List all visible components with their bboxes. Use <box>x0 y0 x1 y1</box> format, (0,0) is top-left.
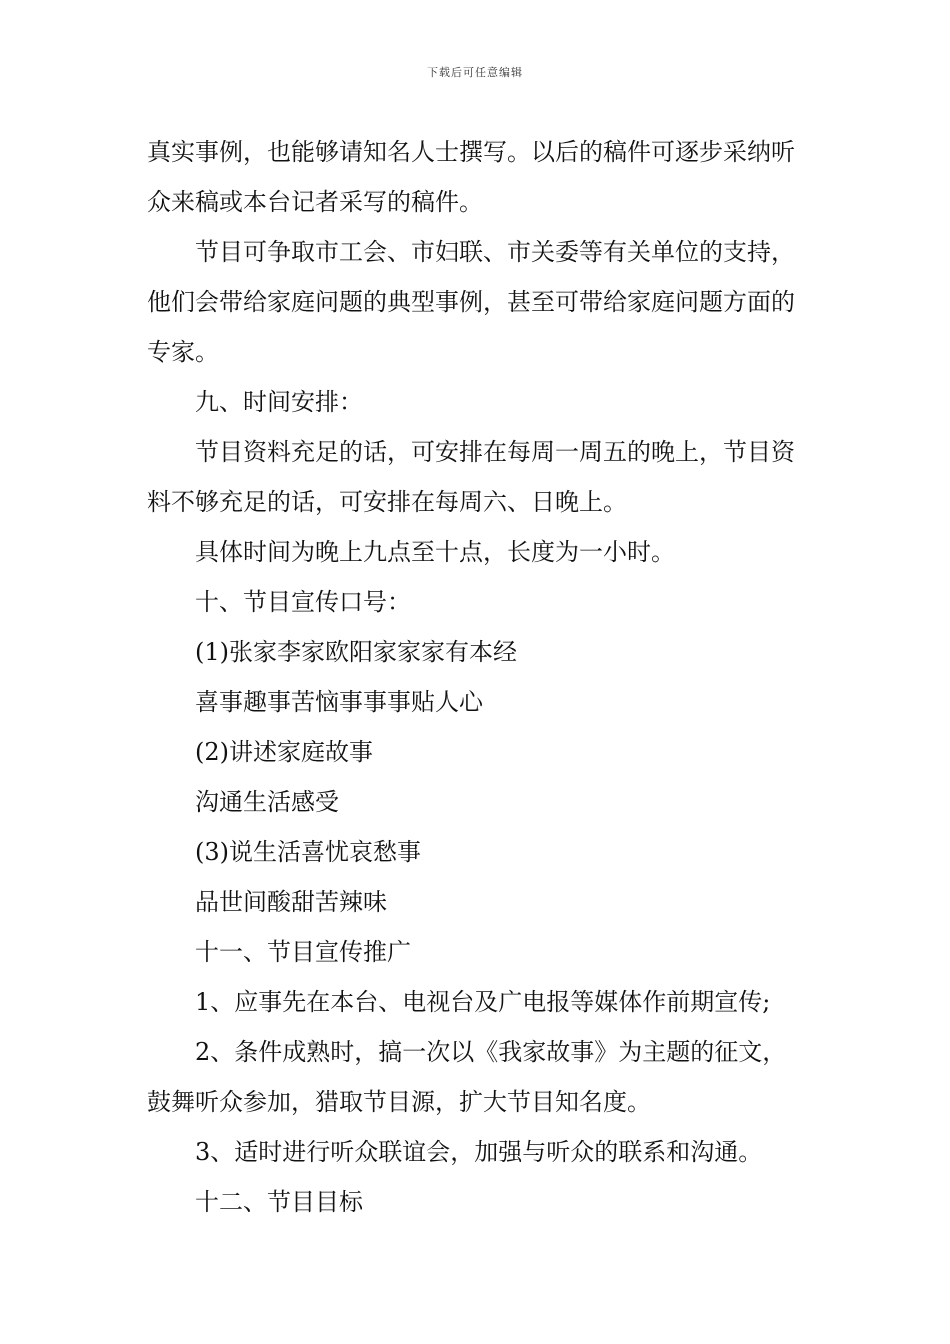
document-body <box>147 127 807 1227</box>
list-item: 2、条件成熟时，搞一次以《我家故事》为主题的征文，鼓舞听众参加，猎取节目源，扩大节目知名度。 <box>147 1038 787 1116</box>
slogan-line: (3)说生活喜忧哀愁事 <box>195 838 421 866</box>
list-item: 3、适时进行听众联谊会，加强与听众的联系和沟通。 <box>195 1138 763 1166</box>
paragraph: 节目可争取市工会、市妇联、市关委等有关单位的支持，他们会带给家庭问题的典型事例，甚至可带给家庭问题方面的专家。 <box>147 238 795 366</box>
slogan-line: (1)张家李家欧阳家家家有本经 <box>195 638 517 666</box>
paragraph: 具体时间为晚上九点至十点，长度为一小时。 <box>195 538 675 566</box>
list-item: 1、应事先在本台、电视台及广电报等媒体作前期宣传; <box>195 988 771 1016</box>
slogan-line: (2)讲述家庭故事 <box>195 738 373 766</box>
slogan-line: 品世间酸甜苦辣味 <box>195 888 387 916</box>
section-heading: 十二、节目目标 <box>195 1188 363 1216</box>
paragraph: 真实事例，也能够请知名人士撰写。以后的稿件可逐步采纳听众来稿或本台记者采写的稿件。 <box>147 138 795 216</box>
page-header: 下载后可任意编辑 <box>427 66 523 79</box>
section-heading: 九、时间安排： <box>195 388 363 416</box>
slogan-line: 喜事趣事苦恼事事事贴人心 <box>195 688 483 716</box>
section-heading: 十、节目宣传口号： <box>195 588 411 616</box>
paragraph: 节目资料充足的话，可安排在每周一周五的晚上，节目资料不够充足的话，可安排在每周六、日晚上。 <box>147 438 795 516</box>
slogan-line: 沟通生活感受 <box>195 788 339 816</box>
section-heading: 十一、节目宣传推广 <box>195 938 411 966</box>
